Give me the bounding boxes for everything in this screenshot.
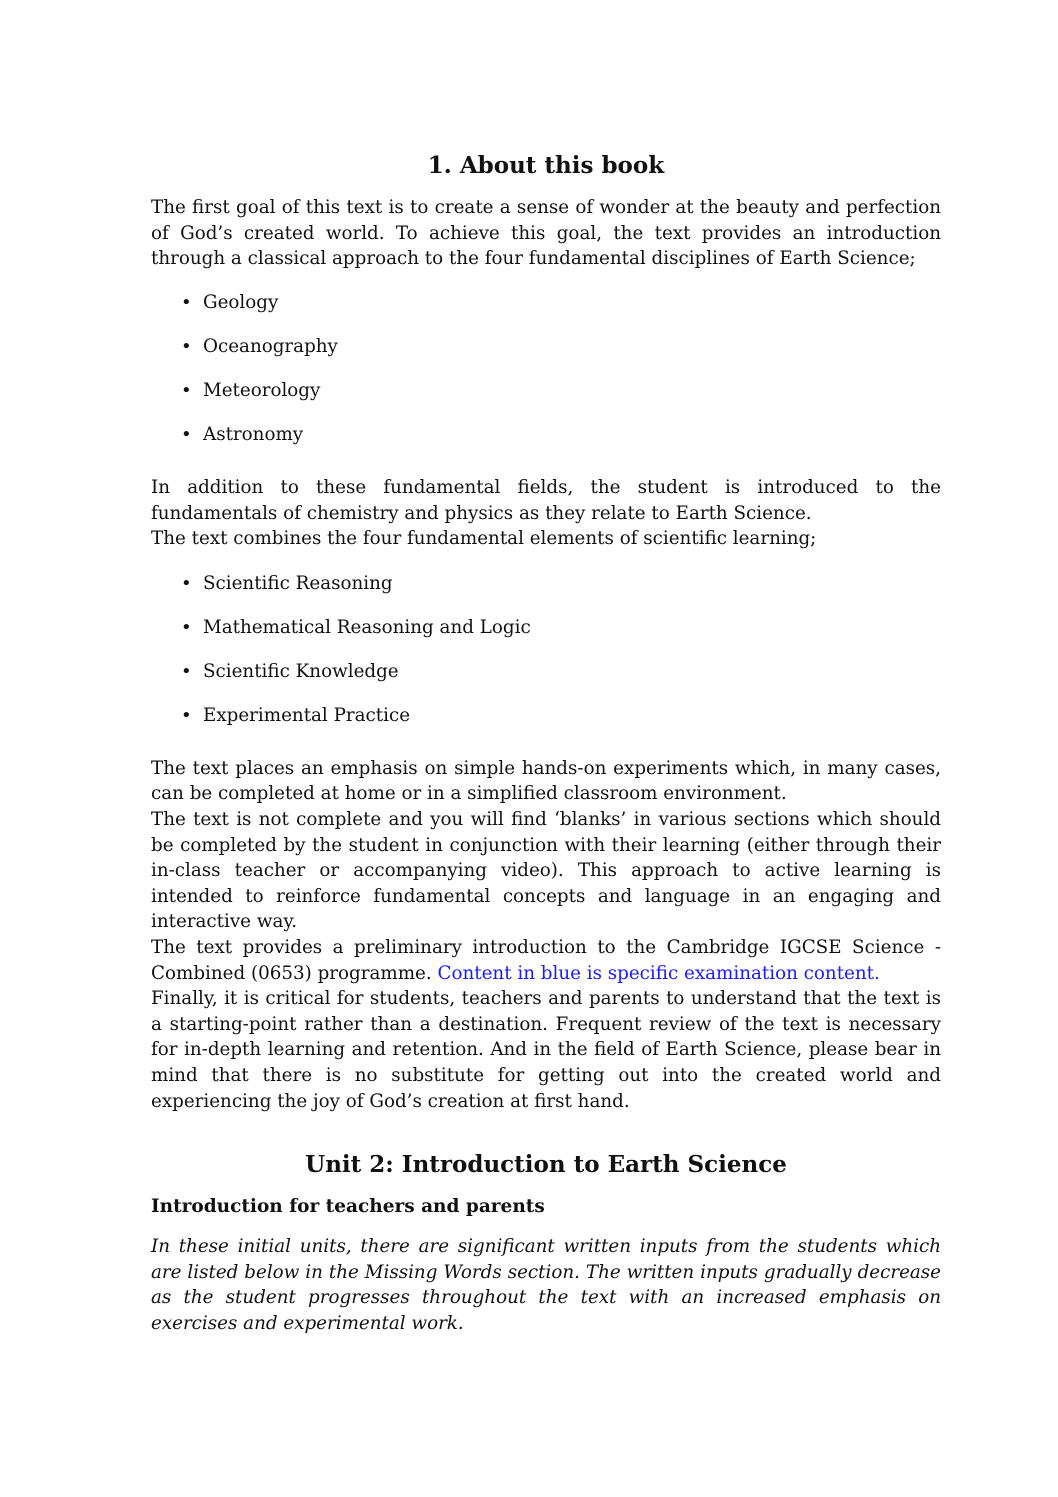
bullet-icon: • [181, 424, 192, 446]
subheading-teachers-parents: Introduction for teachers and parents [151, 1196, 545, 1218]
bullet-icon: • [181, 572, 192, 594]
blue-content-note: Content in blue is specific examination content. [437, 962, 880, 984]
disciplines-list [151, 290, 941, 448]
section-title-unit2: Unit 2: Introduction to Earth Science [305, 1151, 787, 1179]
list-item: • Scientific Reasoning [151, 571, 941, 597]
final-paragraph: Finally, it is critical for students, teachers and parents to understand that the text is a starting-point rather than a destination. Frequent review of the text is necessary for in-depth learning and retention. And in the field of Earth Science, please bear in mind that there is no substitute for getting out into the created world and experiencing the joy of God’s creation at first hand. [151, 988, 941, 1112]
section-title-about: 1. About this book [427, 152, 665, 179]
blanks-paragraph: The text is not complete and you will find ‘blanks’ in various sections which should be completed by the student in conjunction with their learning (either through their in-class teacher or accompanying video). This approach to active learning is intended to reinforce fundamental concepts and language in an engaging and interactive way. [151, 809, 941, 933]
igcse-text: The text provides a preliminary introduction to the Cambridge IGCSE Science - Combined (0653) programme. [151, 937, 941, 984]
teachers-note-paragraph: In these initial units, there are significant written inputs from the students which are listed below in the Missing Words section. The written inputs gradually decrease as the student progresses throughout the text with an increased emphasis on exercises and experimental work. [151, 1236, 941, 1334]
igcse-paragraph [151, 935, 941, 986]
bullet-icon: • [181, 616, 192, 638]
list-item: • Astronomy [151, 422, 941, 448]
bullet-icon: • [181, 705, 192, 727]
list-item: • Meteorology [151, 378, 941, 404]
fields-paragraph: In addition to these fundamental fields, the student is introduced to the fundamentals of chemistry and physics as they relate to Earth Science. [151, 476, 941, 524]
list-item: • Oceanography [151, 334, 941, 360]
bullet-icon: • [181, 380, 192, 402]
elements-intro-paragraph: The text combines the four fundamental elements of scientific learning; [151, 528, 817, 550]
list-item: • Scientific Knowledge [151, 659, 941, 685]
elements-list [151, 571, 941, 729]
list-item: • Geology [151, 290, 941, 316]
list-item: • Mathematical Reasoning and Logic [151, 615, 941, 641]
bullet-icon: • [181, 291, 192, 313]
bullet-icon: • [181, 661, 192, 683]
list-item: • Experimental Practice [151, 703, 941, 729]
bullet-icon: • [181, 335, 192, 357]
document-page [151, 150, 941, 1337]
intro-paragraph: The first goal of this text is to create a sense of wonder at the beauty and perfection of God’s created world. To achieve this goal, the text provides an introduction through a classical approach to the four fundamental disciplines of Earth Science; [151, 197, 941, 270]
experiments-paragraph: The text places an emphasis on simple hands-on experiments which, in many cases, can be completed at home or in a simplified classroom environment. [151, 757, 941, 805]
